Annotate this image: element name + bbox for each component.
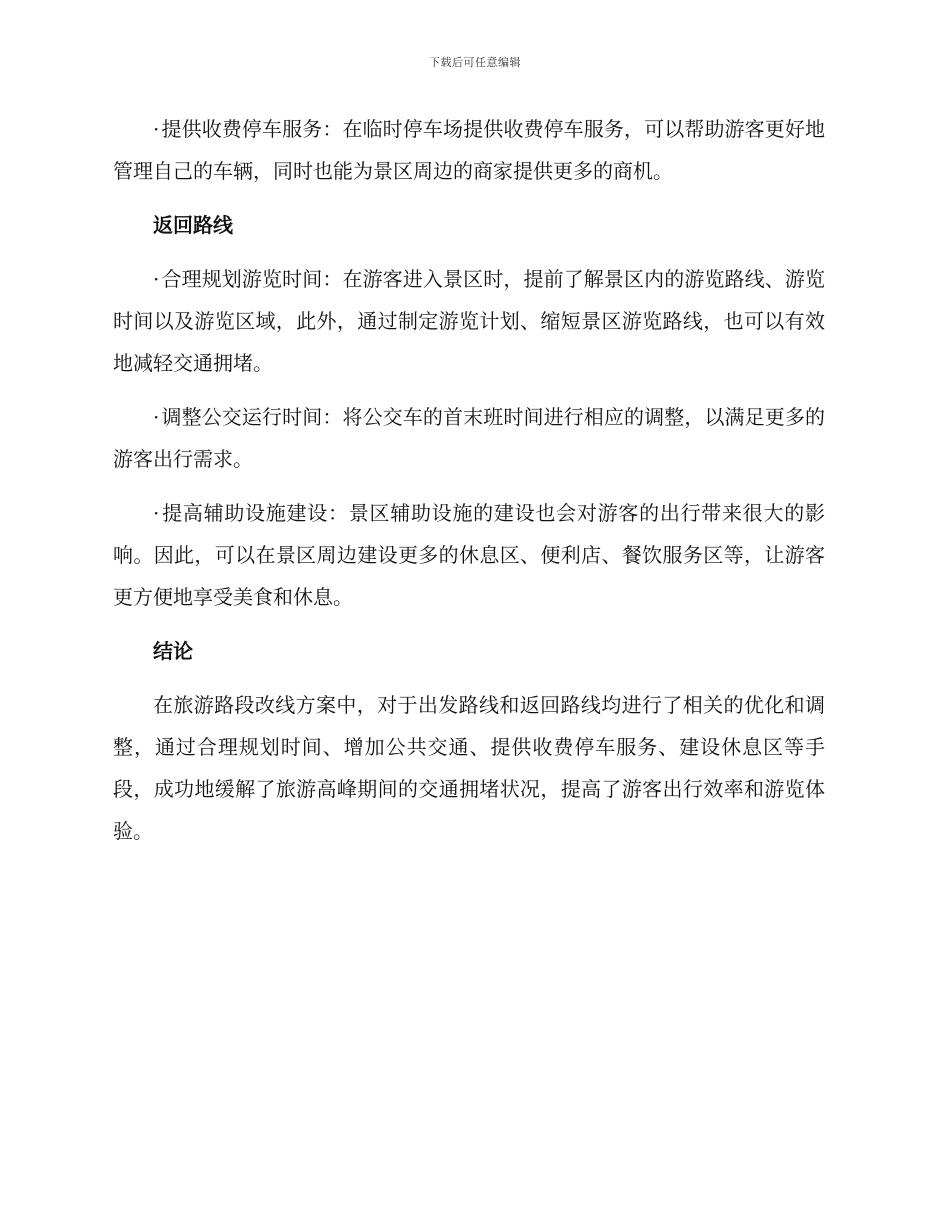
paragraph-text: 提供收费停车服务：在临时停车场提供收费停车服务，可以帮助游客更好地管理自己的车辆，同时也能为景区周边的商家提供更多的商机。: [113, 117, 825, 183]
paragraph-text: 合理规划游览时间：在游客进入景区时，提前了解景区内的游览路线、游览时间以及游览区域，此外，通过制定游览计划、缩短景区游览路线，也可以有效地减轻交通拥堵。: [113, 267, 825, 375]
section-heading-return-route: 返回路线: [153, 213, 233, 237]
paragraph-conclusion: 在旅游路段改线方案中，对于出发路线和返回路线均进行了相关的优化和调整，通过合理规划时间、增加公共交通、提供收费停车服务、建设休息区等手段，成功地缓解了旅游高峰期间的交通拥堵状况，提高了游客出行效率和游览体验。: [113, 693, 825, 843]
paragraph-text: 调整公交运行时间：将公交车的首末班时间进行相应的调整，以满足更多的游客出行需求。: [113, 405, 825, 471]
section-heading-conclusion: 结论: [153, 639, 193, 663]
paragraph-paid-parking: [113, 108, 825, 192]
page-header: 下载后可任意编辑: [429, 56, 521, 69]
paragraph-plan-visit-time: [113, 258, 825, 384]
paragraph-bus-schedule: [113, 396, 825, 480]
document-body: [113, 108, 825, 864]
paragraph-auxiliary-facilities: [113, 492, 825, 618]
paragraph-text: 提高辅助设施建设：景区辅助设施的建设也会对游客的出行带来很大的影响。因此，可以在景区周边建设更多的休息区、便利店、餐饮服务区等，让游客更方便地享受美食和休息。: [113, 501, 825, 609]
bullet-marker: ·: [153, 117, 160, 141]
bullet-marker: ·: [153, 501, 160, 525]
bullet-marker: ·: [153, 267, 160, 291]
bullet-marker: ·: [153, 405, 160, 429]
